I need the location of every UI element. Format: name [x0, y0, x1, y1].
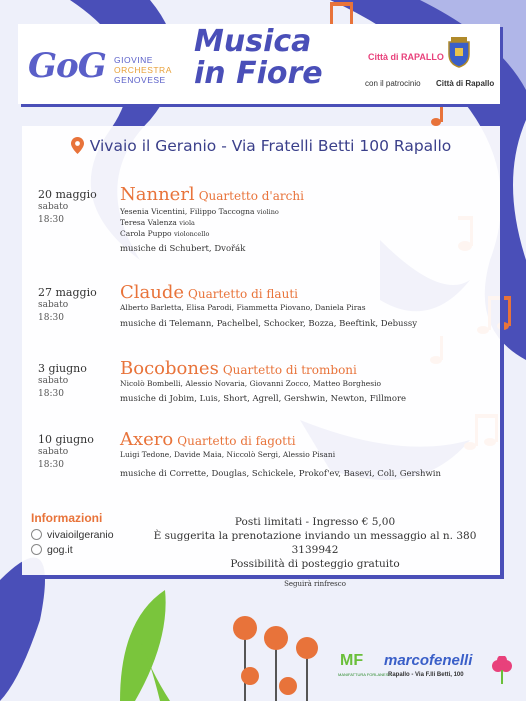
performer-names: Carola Puppo — [120, 229, 172, 238]
logo-line-1: GIOVINE — [114, 55, 153, 65]
facebook-icon — [31, 529, 42, 540]
performer-line — [120, 228, 209, 240]
performer-instrument: violoncello — [173, 230, 210, 238]
header-banner — [18, 24, 500, 104]
ensemble-name: Bocobones — [120, 358, 219, 379]
performer-names: Alberto Barletta, Elisa Parodi, Fiammetta Piovano, Daniela Piras — [120, 303, 366, 312]
ticket-info — [140, 515, 490, 591]
refreshment-note: Seguirà rinfresco — [284, 580, 346, 588]
logo-line-2: ORCHESTRA — [114, 65, 172, 75]
event-music: musiche di Schubert, Dvořák — [120, 244, 246, 254]
ensemble-formation: Quartetto di fagotti — [177, 434, 296, 448]
info-heading: Informazioni — [31, 511, 103, 525]
parking-note: Possibilità di posteggio gratuito — [230, 558, 400, 570]
city-crest-icon — [446, 36, 472, 68]
program-panel — [22, 126, 500, 588]
performer-instrument: viola — [179, 219, 195, 227]
event-time: 18:30 — [38, 460, 64, 470]
event-title — [194, 26, 323, 90]
event-date: 20 maggio — [38, 188, 97, 201]
website-link[interactable] — [31, 544, 73, 556]
performer-line — [120, 378, 381, 389]
facebook-handle: vivaioilgeranio — [47, 529, 114, 541]
event-date: 3 giugno — [38, 362, 87, 375]
website-url: gog.it — [47, 544, 73, 556]
rapallo-logo: Città di RAPALLO — [368, 52, 444, 62]
event-day: sabato — [38, 300, 69, 310]
event-music: musiche di Jobim, Luis, Short, Agrell, Gershwin, Newton, Fillmore — [120, 394, 407, 404]
gog-logo-mark: GoG — [28, 46, 106, 86]
logo-line-3: GENOVESE — [114, 75, 166, 85]
event-ensemble — [120, 282, 298, 303]
facebook-link[interactable] — [31, 529, 114, 541]
gog-logo — [28, 46, 106, 86]
performer-names: Teresa Valenza — [120, 218, 177, 227]
globe-icon — [31, 544, 42, 555]
title-line-1: Musica — [194, 24, 312, 59]
event-day: sabato — [38, 447, 69, 457]
event-time: 18:30 — [38, 215, 64, 225]
event-time: 18:30 — [38, 389, 64, 399]
ensemble-formation: Quartetto di tromboni — [222, 363, 357, 377]
performer-names: Yesenia Vicentini, Filippo Taccogna — [120, 207, 255, 216]
event-day: sabato — [38, 376, 69, 386]
mf-logo: MF — [340, 652, 364, 669]
venue-text: Vivaio il Geranio - Via Fratelli Betti 100 Rapallo — [89, 137, 452, 155]
citta-rapallo-label: Città di Rapallo — [436, 79, 495, 88]
ensemble-name: Axero — [120, 429, 174, 450]
mf-logo-sub: MANIFATTURA FORLANESE — [338, 672, 392, 677]
event-time: 18:30 — [38, 313, 64, 323]
event-ensemble — [120, 358, 357, 379]
event-date: 10 giugno — [38, 433, 94, 446]
booking-note: È suggerita la prenotazione inviando un messaggio al n. 380 3139942 — [153, 530, 477, 556]
ensemble-formation: Quartetto d'archi — [198, 189, 304, 203]
ensemble-name: Nannerl — [120, 184, 195, 205]
event-ensemble — [120, 429, 296, 450]
venue-line — [22, 137, 500, 155]
performer-names: Luigi Tedone, Davide Maia, Niccolò Sergi, Alessio Pisani — [120, 450, 336, 459]
marcofenelli-logo: marcofenelli — [384, 652, 473, 669]
ticket-price: Posti limitati - Ingresso € 5,00 — [234, 516, 396, 528]
ensemble-name: Claude — [120, 282, 185, 303]
event-date: 27 maggio — [38, 286, 97, 299]
performer-names: Nicolò Bombelli, Alessio Novaria, Giovanni Zocco, Matteo Borghesio — [120, 379, 382, 388]
gog-logo-text — [114, 55, 172, 85]
location-pin-icon — [71, 137, 84, 154]
title-line-2: in Fiore — [194, 56, 323, 91]
patrocinio-label: con il patrocinio — [365, 79, 421, 88]
geranio-flower-logo-icon — [490, 656, 514, 686]
marcofenelli-address: Rapallo - Via F.lli Betti, 100 — [388, 672, 464, 678]
ensemble-formation: Quartetto di flauti — [188, 287, 298, 301]
event-music: musiche di Telemann, Pachelbel, Schocker, Bozza, Beeftink, Debussy — [120, 319, 418, 329]
event-day: sabato — [38, 202, 69, 212]
performer-instrument: violino — [256, 208, 279, 216]
event-ensemble — [120, 184, 304, 205]
event-music: musiche di Corrette, Douglas, Schickele, Prokof'ev, Basevi, Coli, Gershwin — [120, 469, 441, 479]
performer-line — [120, 449, 335, 460]
performer-line — [120, 302, 366, 313]
